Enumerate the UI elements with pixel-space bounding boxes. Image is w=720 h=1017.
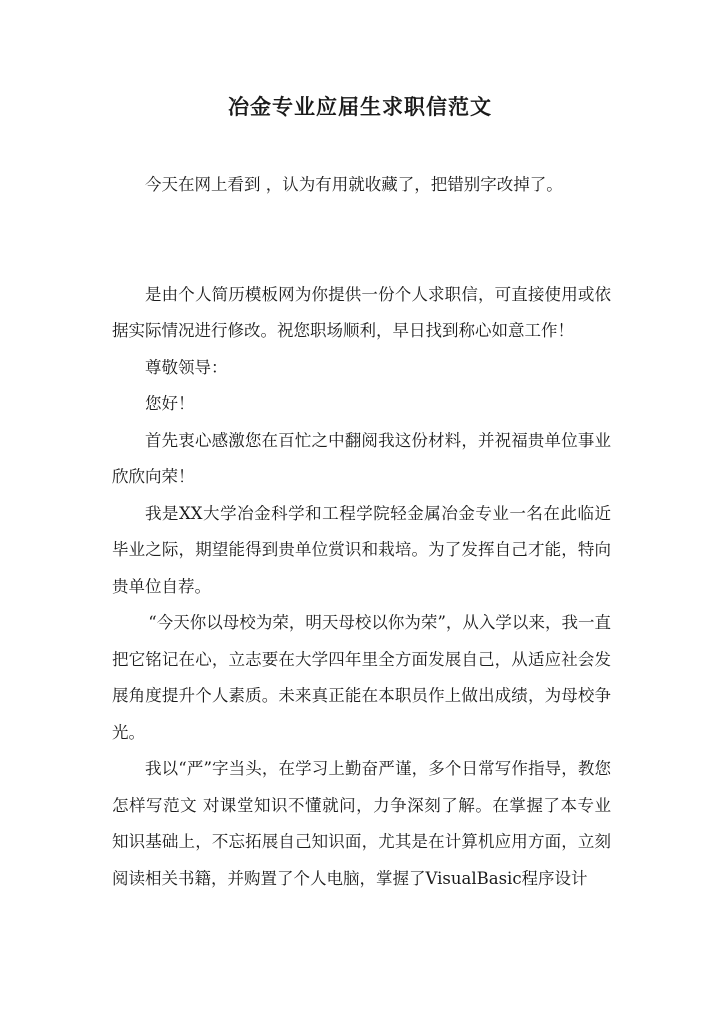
body-paragraph-motto: “今天你以母校为荣，明天母校以你为荣”，从入学以来，我一直把它铭记在心，立志要在大学四年里全方面发展自己，从适应社会发展角度提升个人素质。未来真正能在本职员作上做出成绩，为母校争光。 [112,613,611,742]
body-paragraph-self-intro: 我是XX大学冶金科学和工程学院轻金属冶金专业一名在此临近毕业之际，期望能得到贵单位赏识和栽培。为了发挥自己才能，特向贵单位自荐。 [112,503,611,596]
intro-paragraph: 今天在网上看到 ，认为有用就收藏了，把错别字改掉了。 [145,175,563,194]
document-title: 冶金专业应届生求职信范文 [228,94,492,119]
body-paragraph-template-note: 是由个人简历模板网为你提供一份个人求职信，可直接使用或依据实际情况进行修改。祝您职场顺利，早日找到称心如意工作！ [112,284,611,340]
body-paragraph-study: 我以“严”字当头，在学习上勤奋严谨，多个日常写作指导，教您怎样写范文 对课堂知识不懂就问，力争深刻了解。在掌握了本专业知识基础上，不忘拓展自己知识面，尤其是在计算机应用方面，立刻阅读相关书籍，并购置了个人电脑，掌握了VisualBasic程序设计 [112,759,611,888]
greeting: 您好！ [145,394,195,413]
document-body [112,167,611,897]
body-paragraph-thanks: 首先衷心感激您在百忙之中翻阅我这份材料，并祝福贵单位事业欣欣向荣！ [112,430,611,486]
salutation: 尊敬领导： [145,357,228,377]
